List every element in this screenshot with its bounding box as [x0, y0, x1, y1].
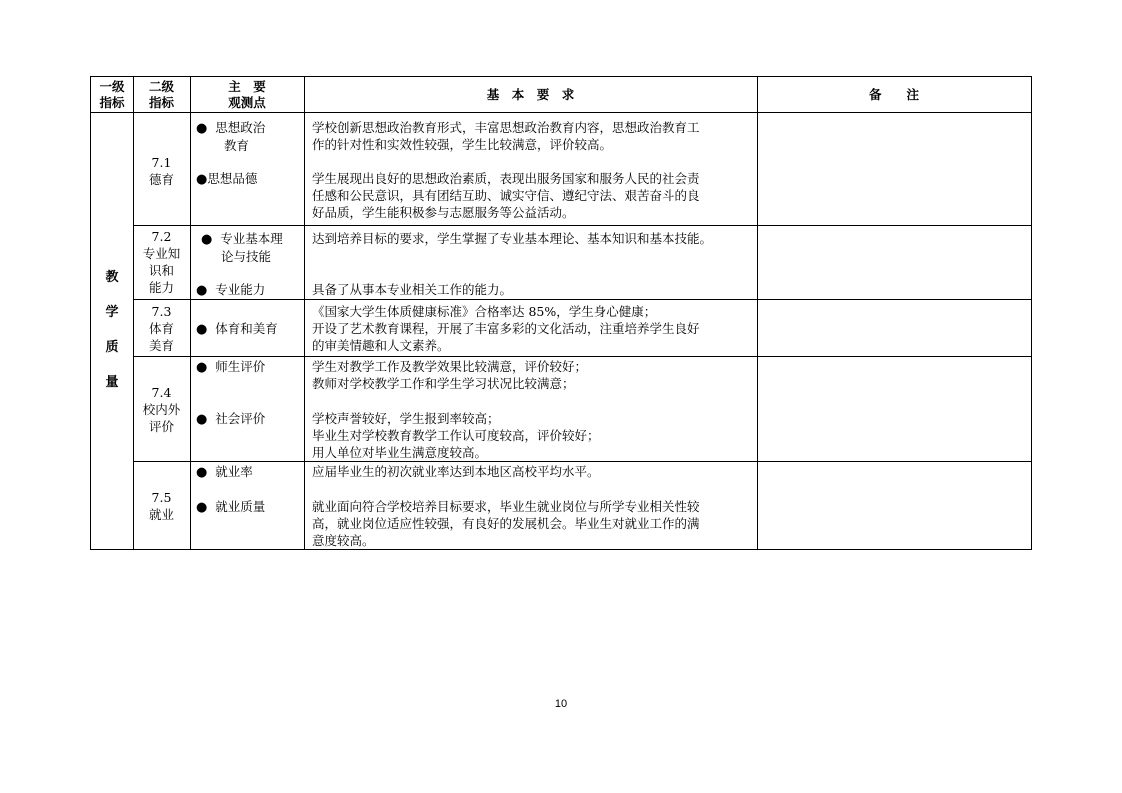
secondary-indicator-7-5: 7.5 就业 [148, 490, 174, 522]
observation-point: ● 就业质量 [196, 499, 266, 515]
observation-point: ● 专业基本理 论与技能 [201, 231, 283, 264]
requirement-text: 应届毕业生的初次就业率达到本地区高校平均水平。 [312, 464, 600, 479]
secondary-indicator-7-3: 7.3 体育 美育 [148, 304, 174, 353]
requirement-text: 就业面向符合学校培养目标要求，毕业生就业岗位与所学专业相关性较 高，就业岗位适应性较强，有良好的发展机会。毕业生对就业工作的满 意度较高。 [312, 499, 700, 548]
header-col2: 二级 指标 [148, 79, 174, 110]
observation-point: ● 师生评价 [196, 359, 266, 375]
observation-point: ●思想品德 [196, 171, 258, 187]
requirement-text: 学生对教学工作及教学效果比较满意，评价较好； 教师对学校教学工作和学生学习状况比较满意； [312, 359, 588, 391]
observation-point: ● 社会评价 [196, 411, 266, 427]
header-col3: 主 要 观测点 [228, 79, 266, 110]
secondary-indicator-7-2: 7.2 专业知 识和 能力 [142, 229, 181, 295]
secondary-indicator-7-1: 7.1 德育 [148, 155, 174, 187]
observation-point: ● 专业能力 [196, 282, 266, 298]
header-col1: 一级 指标 [99, 79, 125, 110]
requirement-text: 达到培养目标的要求，学生掌握了专业基本理论、基本知识和基本技能。 [312, 231, 713, 246]
requirement-text: 具备了从事本专业相关工作的能力。 [312, 282, 513, 297]
observation-point: ● 体育和美育 [196, 321, 278, 337]
requirement-text: 学校创新思想政治教育形式，丰富思想政治教育内容，思想政治教育工 作的针对性和实效性较强，学生比较满意，评价较高。 [312, 120, 700, 152]
requirement-text: 学校声誉较好，学生报到率较高； 毕业生对学校教育教学工作认可度较高，评价较好； 用人单位对毕业生满意度较高。 [312, 411, 600, 460]
header-col4: 基 本 要 求 [486, 87, 575, 102]
observation-point: ● 就业率 [196, 464, 253, 480]
requirement-text: 《国家大学生体质健康标准》合格率达 85%，学生身心健康； 开设了艺术教育课程，开展了丰富多彩的文化活动，注重培养学生良好 的审美情趣和人文素养。 [312, 304, 700, 353]
header-col5: 备 注 [868, 87, 919, 102]
primary-indicator: 教 学 质 量 [105, 270, 119, 390]
requirement-text: 学生展现出良好的思想政治素质，表现出服务国家和服务人民的社会责 任感和公民意识，具有团结互助、诚实守信、遵纪守法、艰苦奋斗的良 好品质，学生能积极参与志愿服务等公益活动。 [312, 171, 700, 220]
evaluation-table [90, 76, 1032, 550]
observation-point: ● 思想政治 教育 [196, 120, 266, 153]
secondary-indicator-7-4: 7.4 校内外 评价 [142, 385, 181, 434]
page-number: 10 [554, 698, 568, 710]
